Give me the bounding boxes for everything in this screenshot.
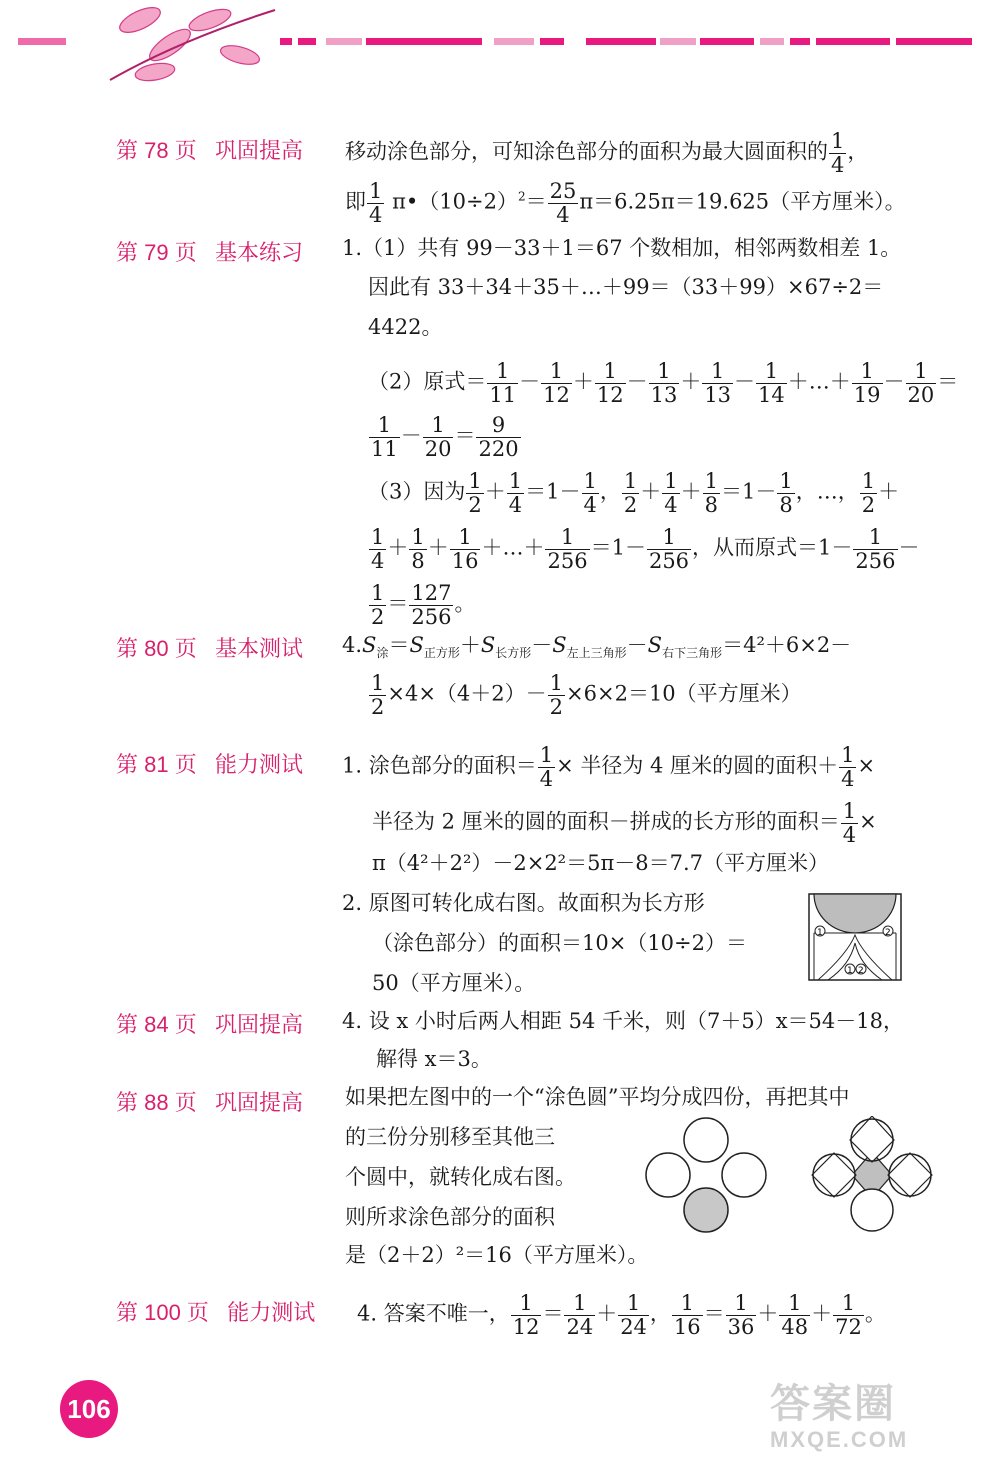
answer-79-2-line1: （2）原式＝ $\frac{1}{11}$ － $\frac{1}{12}$ ＋ $\frac{1}{12}$ － $\frac{1}{13}$ ＋ $\frac{1}{13}$ － $\frac{1}{14}$ ＋…＋ $\frac{1}{19}$ － $\frac{1}{20}$ ＝ (368, 359, 959, 407)
page-ref: 第 80 页 (116, 636, 197, 661)
answer-80-line2: $\frac{1}{2}$ ×4×（4＋2）－ $\frac{1}{2}$ ×6×2＝10（平方厘米） (371, 671, 802, 719)
answer-78-line2: 即 $\frac{1}{4}$ $\pi•(10\div 2)^2=$ $\frac{25}{4}$ π＝6.25π＝19.625（平方厘米）。 (345, 179, 906, 227)
answer-84-line2: 解得 x＝3。 (376, 1047, 492, 1071)
answer-79-1-line1: 1.（1）共有 99－33＋1＝67 个数相加，相邻两数相差 1。 (342, 236, 902, 260)
answer-79-1-line3: 4422。 (368, 315, 443, 339)
answer-88-line1: 如果把左图中的一个“涂色圆”平均分成四份，再把其中 (345, 1085, 850, 1109)
answer-79-3-line3: $\frac{1}{2}$ ＝ $\frac{127}{256}$ 。 (371, 581, 476, 629)
answer-88-line5: 是（2＋2）²＝16（平方厘米）。 (345, 1243, 649, 1267)
page-number-badge: 106 (60, 1380, 118, 1438)
page-ref: 第 79 页 (116, 240, 197, 265)
page-ref: 第 81 页 (116, 752, 197, 777)
svg-text:1: 1 (847, 966, 853, 976)
figure-88-left-circles (640, 1116, 772, 1238)
section-header-80 (116, 632, 303, 663)
answer-81-1-line2: 半径为 2 厘米的圆的面积－拼成的长方形的面积＝ $\frac{1}{4}$ × (372, 799, 877, 847)
page-ref: 第 84 页 (116, 1012, 197, 1037)
section-header-79 (116, 236, 303, 267)
answer-78-line1: 移动涂色部分，可知涂色部分的面积为最大圆面积的 $\frac{1}{4}$ ， (345, 129, 869, 177)
section-type: 基本练习 (215, 240, 304, 265)
section-header-100 (116, 1296, 315, 1327)
answer-79-1-line2: 因此有 33＋34＋35＋…＋99＝（33＋99）×67÷2＝ (368, 275, 884, 299)
header-dashed-bar (0, 38, 980, 46)
section-header-81 (116, 748, 303, 779)
section-header-88 (116, 1086, 303, 1117)
svg-text:2: 2 (858, 966, 864, 976)
page-ref: 第 88 页 (116, 1090, 197, 1115)
section-type: 基本测试 (215, 636, 304, 661)
answer-81-2-line1: 2. 原图可转化成右图。故面积为长方形 (342, 891, 705, 915)
section-type: 能力测试 (227, 1300, 316, 1325)
section-type: 能力测试 (215, 752, 304, 777)
section-header-84 (116, 1008, 303, 1039)
answer-84-line1: 4. 设 x 小时后两人相距 54 千米，则（7＋5）x＝54－18， (342, 1009, 904, 1033)
figure-81-transformed (808, 893, 902, 985)
answer-79-3-line2: $\frac{1}{4}$ ＋ $\frac{1}{8}$ ＋ $\frac{1}{16}$ ＋…＋ $\frac{1}{256}$ ＝1－ $\frac{1}{256}$ ，从而原式＝1－ $\frac{1}{256}$ － (371, 525, 920, 573)
answer-100-line1: 4. 答案不唯一， $\frac{1}{12}$ ＝ $\frac{1}{24}$ ＋ $\frac{1}{24}$ ， $\frac{1}{16}$ ＝ $\frac{1}{36}$ ＋ $\frac{1}{48}$ ＋ $\frac{1}{72}$ 。 (357, 1291, 886, 1339)
answer-81-1-line1: 1. 涂色部分的面积＝ $\frac{1}{4}$ × 半径为 4 厘米的圆的面积＋ $\frac{1}{4}$ × (342, 743, 876, 791)
answer-81-2-line2: （涂色部分）的面积＝10×（10÷2）＝ (372, 931, 747, 955)
section-header-78 (116, 134, 303, 165)
answer-80-line1: $4.S_涂=S_{正方形}+S_{长方形}-S_{左上三角形}-S_{右下三角形}=4^2+6\times 2-$ (342, 633, 852, 661)
answer-79-3-line1: （3）因为 $\frac{1}{2}$ ＋ $\frac{1}{4}$ ＝1－ $\frac{1}{4}$ ， $\frac{1}{2}$ ＋ $\frac{1}{4}$ ＋ $\frac{1}{8}$ ＝1－ $\frac{1}{8}$ ，…， $\frac{1}{2}$ ＋ (368, 469, 900, 517)
answer-88-line2: 的三份分别移至其他三 (345, 1125, 555, 1149)
svg-text:2: 2 (885, 928, 891, 938)
page-ref: 第 100 页 (116, 1300, 209, 1325)
answer-81-1-line3: π（4²＋2²）－2×2²＝5π－8＝7.7（平方厘米） (372, 851, 830, 875)
watermark-logo: 答案圈 MXQE.COM (770, 1382, 909, 1452)
answer-79-2-line2: $\frac{1}{11}$ － $\frac{1}{20}$ ＝ $\frac{9}{220}$ (371, 413, 519, 461)
section-type: 巩固提高 (215, 138, 304, 163)
section-type: 巩固提高 (215, 1090, 304, 1115)
svg-text:1: 1 (817, 928, 823, 938)
page-ref: 第 78 页 (116, 138, 197, 163)
figure-88-right-transformed (810, 1116, 934, 1238)
answer-88-line4: 则所求涂色部分的面积 (345, 1205, 555, 1229)
answer-88-line3: 个圆中，就转化成右图。 (345, 1165, 576, 1189)
section-type: 巩固提高 (215, 1012, 304, 1037)
answer-81-2-line3: 50（平方厘米）。 (372, 971, 536, 995)
